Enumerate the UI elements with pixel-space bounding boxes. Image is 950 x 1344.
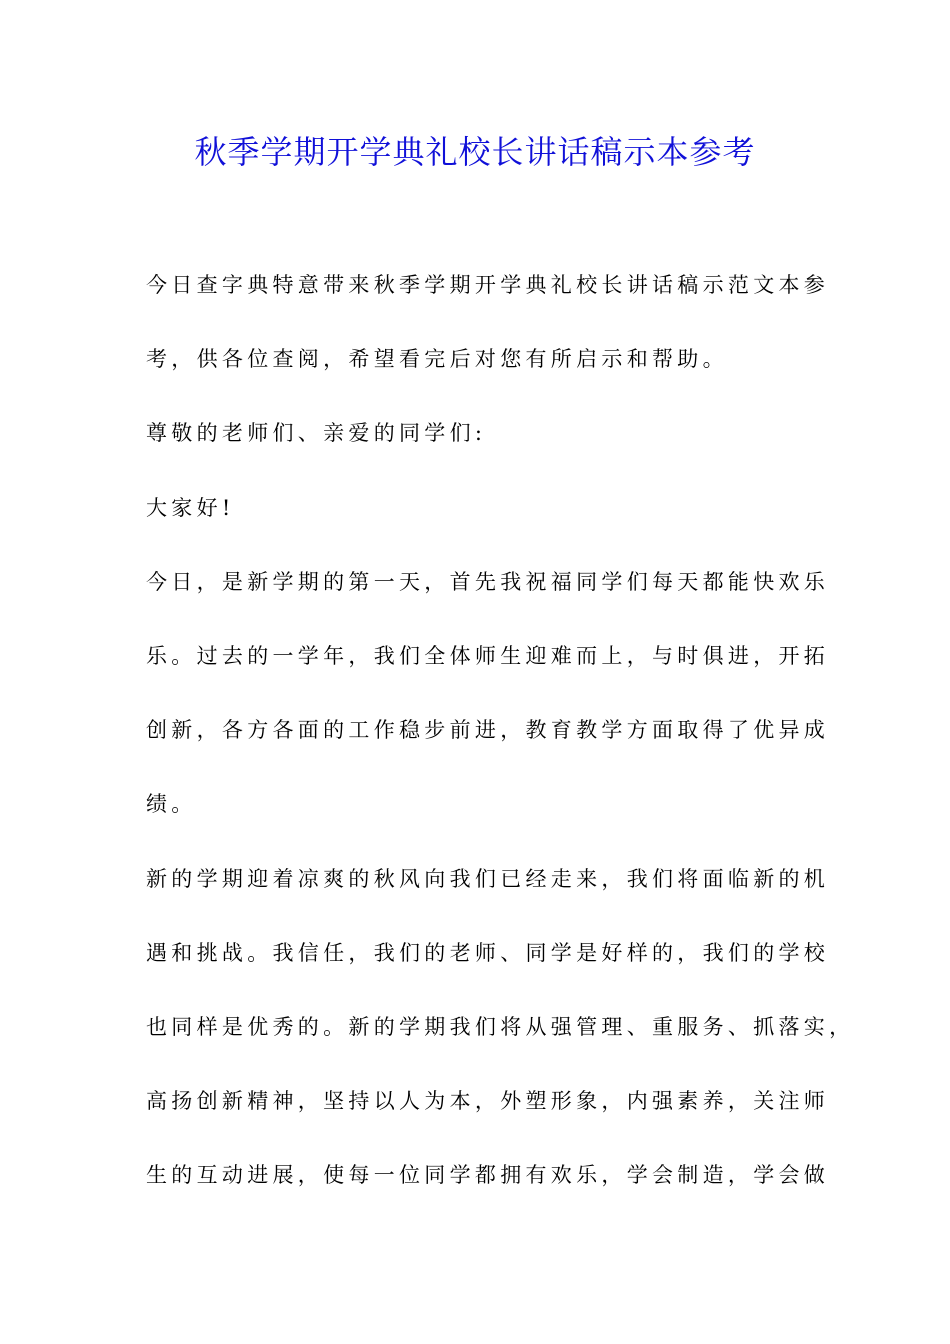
document-body [146, 262, 855, 1226]
body-line: 乐。过去的一学年，我们全体师生迎难而上，与时俱进，开拓 [146, 643, 830, 668]
document-title: 秋季学期开学典礼校长讲话稿示本参考 [194, 133, 756, 171]
body-line: 绩。 [146, 792, 197, 817]
body-line: 尊敬的老师们、亲爱的同学们: [146, 421, 487, 446]
body-line: 今日，是新学期的第一天，首先我祝福同学们每天都能快欢乐 [146, 569, 830, 594]
body-line: 遇和挑战。我信任，我们的老师、同学是好样的，我们的学校 [146, 940, 830, 965]
body-line: 创新，各方各面的工作稳步前进，教育教学方面取得了优异成 [146, 718, 830, 743]
body-line: 也同样是优秀的。新的学期我们将从强管理、重服务、抓落实， [146, 1014, 855, 1039]
body-line: 生的互动进展，使每一位同学都拥有欢乐，学会制造，学会做 [146, 1163, 830, 1188]
body-line: 大家好! [146, 495, 235, 520]
body-line: 高扬创新精神，坚持以人为本，外塑形象，内强素养，关注师 [146, 1089, 830, 1114]
body-line: 新的学期迎着凉爽的秋风向我们已经走来，我们将面临新的机 [146, 866, 830, 891]
body-line: 考，供各位查阅，希望看完后对您有所启示和帮助。 [146, 347, 728, 372]
body-line: 今日查字典特意带来秋季学期开学典礼校长讲话稿示范文本参 [146, 273, 830, 297]
